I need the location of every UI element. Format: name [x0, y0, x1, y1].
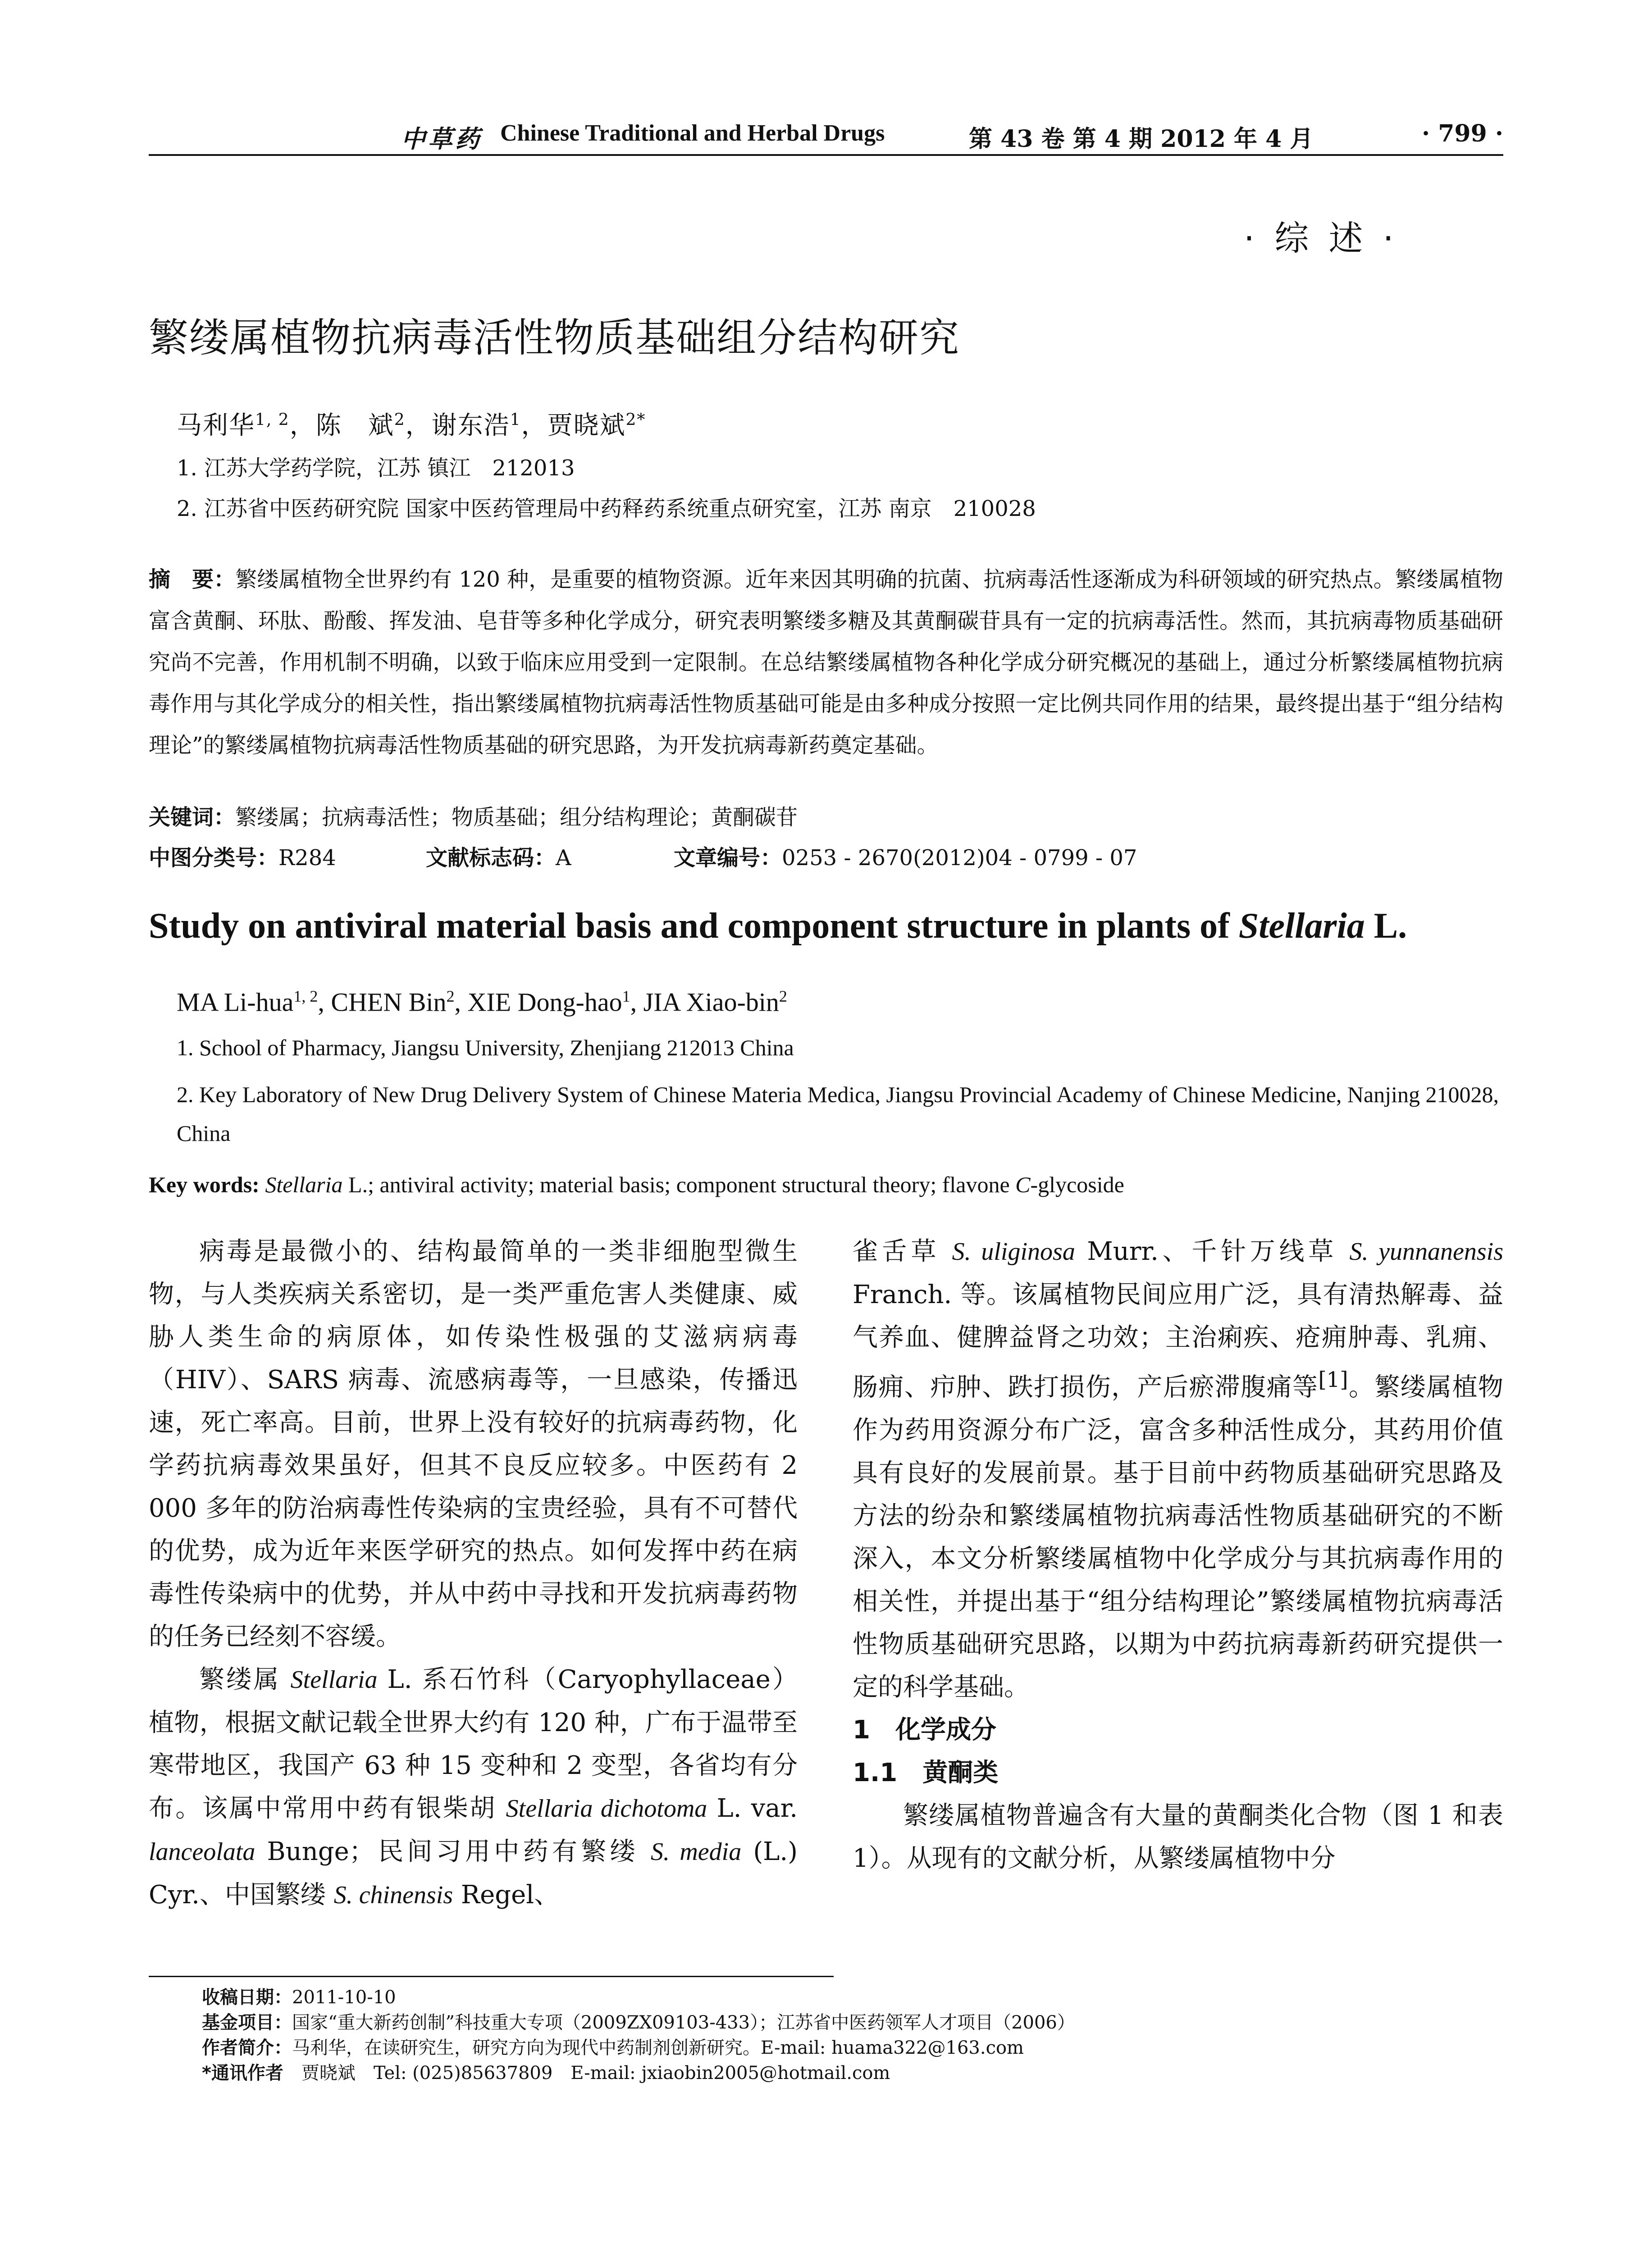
keywords-en-label: Key words:: [149, 1172, 260, 1197]
species-name: S. yunnanensis: [1349, 1238, 1504, 1266]
keyword-italic: C: [1015, 1172, 1031, 1197]
keyword-text: -glycoside: [1030, 1172, 1124, 1197]
journal-name-en: Chinese Traditional and Herbal Drugs: [500, 120, 885, 146]
section-tag: · 综 述 ·: [1244, 218, 1398, 258]
keywords-text: 繁缕属；抗病毒活性；物质基础；组分结构理论；黄酮碳苷: [235, 805, 798, 830]
body-paragraph: 病毒是最微小的、结构最简单的一类非细胞型微生物，与人类疾病关系密切，是一类严重危害人类健康、威胁人类生命的病原体，如传染性极强的艾滋病病毒（HIV）、SARS 病毒、流感病毒等，一旦感染，传播迅速，死亡率高。目前，世界上没有较好的抗病毒药物，化学药抗病毒效果虽好，但其不良反应较多。中医药有 2 000 多年的防治病毒性传染病的宝贵经验，具有不可替代的优势，成为近年来医学研究的热点。如何发挥中药在病毒性传染病中的优势，并从中药中寻找和开发抗病毒药物的任务已经刻不容缓。: [149, 1237, 798, 1651]
author-sup: 1: [510, 410, 521, 429]
authors-cn: [177, 406, 646, 442]
species-name: S. media: [651, 1838, 742, 1866]
clc-number: [149, 840, 336, 871]
document-code: [426, 840, 571, 871]
author-name: , CHEN Bin: [318, 987, 447, 1017]
author-sup: 1, 2: [293, 987, 318, 1005]
keywords-cn: [149, 800, 798, 831]
doc-label: 文献标志码：: [426, 845, 556, 871]
text-span: 繁缕属: [199, 1665, 291, 1694]
title-en-tail: L.: [1364, 906, 1407, 946]
clc-label: 中图分类号：: [149, 845, 279, 871]
author-sup: 2: [394, 410, 406, 429]
species-name: S. uliginosa: [952, 1238, 1075, 1266]
text-span: L. var.: [707, 1794, 798, 1823]
author-sup: 1: [622, 987, 630, 1005]
footnote-text: 贾晓斌 Tel: (025)85637809 E-mail: jxiaobin2005@hotmail.com: [283, 2063, 890, 2083]
footnote-text: 国家“重大新药创制”科技重大专项（2009ZX09103-433）；江苏省中医药领军人才项目（2006）: [292, 2012, 1075, 2033]
title-en-main: Study on antiviral material basis and component structure in plants of: [149, 906, 1239, 946]
author-name: MA Li-hua: [177, 987, 294, 1017]
affiliation-en: 1. School of Pharmacy, Jiangsu University, Zhenjiang 212013 China: [177, 1035, 794, 1060]
affiliation-cn: 1. 江苏大学药学院，江苏 镇江 212013: [177, 456, 575, 481]
affiliation-en: 2. Key Laboratory of New Drug Delivery System of Chinese Materia Medica, Jiangsu Provincial Academy of Chinese Medicine, Nanjing 210028, China: [177, 1082, 1499, 1146]
footnote-label: 作者简介：: [202, 2038, 292, 2058]
title-cn: 繁缕属植物抗病毒活性物质基础组分结构研究: [149, 315, 960, 361]
body-paragraph: [853, 1230, 1503, 1709]
footnote-received: [202, 1985, 1464, 2010]
abstract-cn: [149, 559, 1503, 766]
author-sup: 2: [446, 987, 455, 1005]
author-sup: 2: [779, 987, 787, 1005]
body-column-left: [149, 1230, 798, 1917]
keywords-en: [149, 1172, 1124, 1198]
footnote-fund: [202, 2010, 1464, 2035]
citation-ref: [1]: [1318, 1368, 1348, 1392]
footnote-corresponding: [202, 2061, 1464, 2086]
abstract-label: 摘 要：: [149, 567, 236, 592]
journal-issue: 第 43 卷 第 4 期 2012 年 4 月: [969, 125, 1314, 153]
text-span: Murr.、千针万线草: [1075, 1237, 1350, 1266]
body-column-right: [853, 1230, 1503, 1880]
species-name: lanceolata: [149, 1838, 256, 1866]
section-heading: 1 化学成分: [853, 1715, 996, 1745]
text-span: L. 系石竹科（Caryophyllaceae）植物，根据文献记载全世界大约有 120 种，广布于温带至寒带地区，我国产 63 种 15 变种和 2 变型，各省均有分布。该属中常用中药有银柴胡: [149, 1665, 798, 1823]
title-en-genus: Stellaria: [1238, 906, 1365, 946]
clc-value: R284: [278, 845, 336, 871]
running-head: [149, 116, 1503, 152]
doc-value: A: [556, 845, 571, 871]
footnote-rule: [149, 1976, 834, 1977]
author-name: ，谢东浩: [405, 411, 510, 440]
text-span: Bunge；民间习用中药有繁缕: [255, 1837, 651, 1866]
article-label: 文章编号：: [674, 845, 782, 871]
text-span: (L.) Cyr.、中国繁缕: [149, 1837, 798, 1910]
footnote-text: 马利华，在读研究生，研究方向为现代中药制剂创新研究。E-mail: huama322@163.com: [292, 2038, 1024, 2058]
body-paragraph: [149, 1658, 798, 1917]
author-name: , XIE Dong-hao: [454, 987, 622, 1017]
text-span: Regel、: [453, 1880, 560, 1910]
author-sup: 2*: [625, 410, 646, 429]
keyword-italic: Stellaria: [265, 1172, 343, 1197]
author-name: ，陈 斌: [289, 411, 394, 440]
author-sup: 1, 2: [255, 410, 290, 429]
header-rule: [149, 154, 1503, 156]
body-paragraph: 繁缕属植物普遍含有大量的黄酮类化合物（图 1 和表 1）。从现有的文献分析，从繁缕属植物中分: [853, 1801, 1503, 1873]
article-number: [674, 840, 1137, 871]
author-name: 马利华: [177, 411, 255, 440]
affiliation-cn: 2. 江苏省中医药研究院 国家中医药管理局中药释药系统重点研究室，江苏 南京 210028: [177, 496, 1036, 521]
authors-en: [177, 987, 787, 1017]
text-span: Franch. 等。该属植物民间应用广泛，具有清热解毒、益气养血、健脾益肾之功效；主治痢疾、疮痈肿毒、乳痈、肠痈、疖肿、跌打损伤，产后瘀滞腹痛等: [853, 1280, 1503, 1402]
keyword-text: L.; antiviral activity; material basis; component structural theory; flavone: [342, 1172, 1016, 1197]
title-en: [149, 906, 1503, 947]
text-span: 雀舌草: [853, 1237, 952, 1266]
author-name: , JIA Xiao-bin: [630, 987, 779, 1017]
journal-name-cn: 中草药: [401, 124, 482, 153]
footnotes: [202, 1985, 1464, 2086]
abstract-text: 繁缕属植物全世界约有 120 种，是重要的植物资源。近年来因其明确的抗菌、抗病毒活性逐渐成为科研领域的研究热点。繁缕属植物富含黄酮、环肽、酚酸、挥发油、皂苷等多种化学成分，研究表明繁缕多糖及其黄酮碳苷具有一定的抗病毒活性。然而，其抗病毒物质基础研究尚不完善，作用机制不明确，以致于临床应用受到一定限制。在总结繁缕属植物各种化学成分研究概况的基础上，通过分析繁缕属植物抗病毒作用与其化学成分的相关性，指出繁缕属植物抗病毒活性物质基础可能是由多种成分按照一定比例共同作用的结果，最终提出基于“组分结构理论”的繁缕属植物抗病毒活性物质基础的研究思路，为开发抗病毒新药奠定基础。: [149, 567, 1503, 758]
page-number: · 799 ·: [1422, 120, 1503, 147]
footnote-label: *通讯作者: [202, 2063, 283, 2083]
text-span: 。繁缕属植物作为药用资源分布广泛，富含多种活性成分，其药用价值具有良好的发展前景。基于目前中药物质基础研究思路及方法的纷杂和繁缕属植物抗病毒活性物质基础研究的不断深入，本文分析繁缕属植物中化学成分与其抗病毒作用的相关性，并提出基于“组分结构理论”繁缕属植物抗病毒活性物质基础研究思路，以期为中药抗病毒新药研究提供一定的科学基础。: [853, 1372, 1504, 1702]
subsection-heading: 1.1 黄酮类: [853, 1758, 999, 1787]
species-name: S. chinensis: [333, 1881, 453, 1909]
footnote-label: 基金项目：: [202, 2012, 292, 2033]
footnote-label: 收稿日期：: [202, 1987, 292, 2008]
species-name: Stellaria: [290, 1666, 378, 1694]
article-value: 0253 - 2670(2012)04 - 0799 - 07: [782, 845, 1137, 871]
footnote-author: [202, 2035, 1464, 2061]
author-name: ，贾晓斌: [521, 411, 626, 440]
keywords-label: 关键词：: [149, 805, 236, 830]
footnote-text: 2011-10-10: [292, 1987, 396, 2008]
species-name: Stellaria dichotoma: [506, 1795, 707, 1823]
